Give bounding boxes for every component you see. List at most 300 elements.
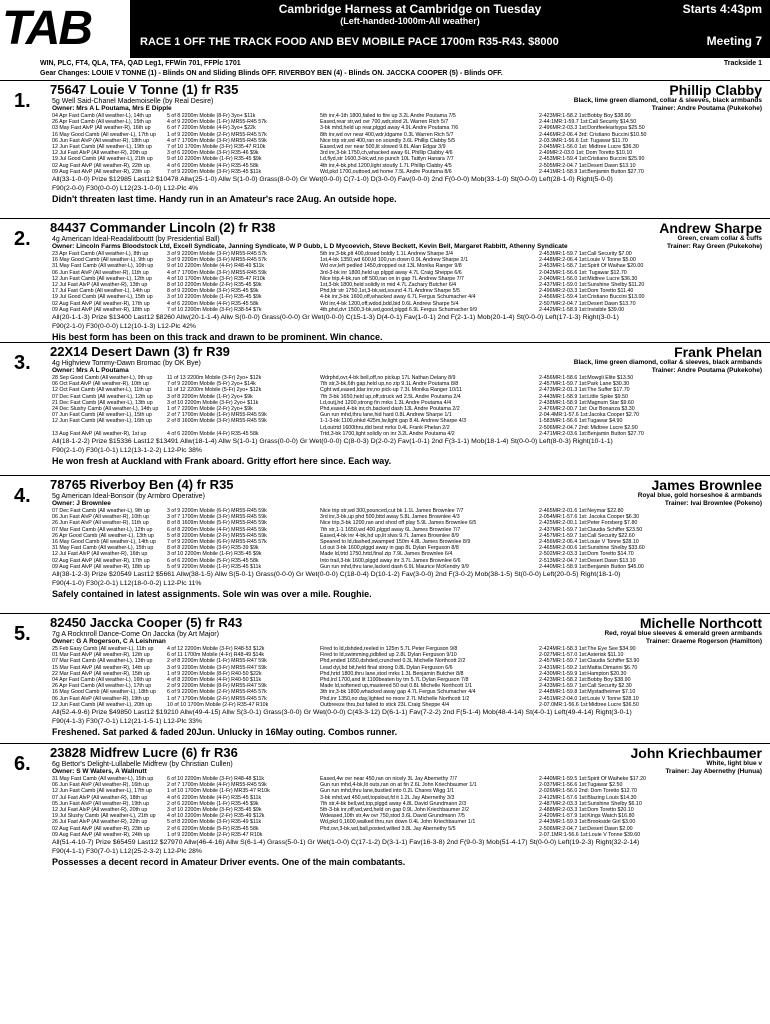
- silks-colours: Green, cream collar & cuffs: [677, 235, 762, 242]
- form-cell: 6 of 10 2200m Mobile (3-Fr) R48-48 $11k: [167, 776, 265, 782]
- form-cell: 2-453MR:1-59.7 1st:Call Security $7.00: [539, 251, 632, 257]
- form-cell: 2-457MR:1-59.7 1st:Claudia Schiffer $3.90: [539, 658, 640, 665]
- driver-name: Phillip Clabby: [669, 82, 762, 98]
- career-stats: [52, 176, 762, 193]
- form-cell: 24 Dec Slushy Camb (All weather-L), 14th up: [52, 405, 159, 412]
- form-cell: 2-443MR:1-58.9 1st:Little Spike $9.50: [539, 393, 628, 400]
- owner: Owner: G A Rogerson, C A Leishman: [52, 638, 166, 645]
- stats-line: All(52-4-9-6) Prize $49850 Last12 $19210 Allw(49-4-15) Allw S(3-0-1) Grass(3-0-0) Gr Wet(0-0-0) C(43-3-12) D(6-1-1) Fav(7-2-2) 2nd F(5-1-4) Mob(48-4-14) St(4-0-1) Left(49-4-14) Right(3-0-1): [52, 709, 632, 716]
- form-cell: 31 May Fast Camb (All weather-L), 15th up: [52, 776, 154, 782]
- form-cell: 3 of 10 2200m Mobile (1-Fr) R35-45 $9k: [167, 551, 262, 558]
- runner-separator: [0, 613, 770, 614]
- form-cell: 4 of 6 2200m Mobile (4-Fr) R35-45 $11k: [167, 794, 262, 801]
- silks-colours: Black, lime green diamond, collar & sleeves, black armbands: [573, 359, 762, 366]
- form-cell: 17 Jul Fast Camb (All weather-L), 14th up: [52, 288, 151, 295]
- form-cell: 3-bk mhd,wd 450,wd,topslout,fd it 1.2L Jay Abernethy 3/3: [320, 794, 455, 801]
- form-cell: 3th inr,3-bk 1800,whacked away gap 4.7L Fergus Schumacher 4/4: [320, 689, 476, 696]
- form-cell: 3rd inr,3-bk 1750,ch,whacked away 6L Phillip Clabby 4/6: [320, 150, 453, 157]
- form-cell: 31 May Fast Camb (All weather-L), 15th up: [52, 545, 154, 552]
- form-cell: 06 Oct Fast AlvP (All weather-R), 10th up: [52, 381, 149, 388]
- form-cell: 07 Mar Fast Camb (All weather-L), 12th up: [52, 526, 153, 533]
- trainer: Trainer: Andre Poutama (Pukekohe): [651, 367, 762, 374]
- form-cell: 12 Jul Fast AlvP (All weather-R), 20th up: [52, 150, 148, 157]
- form-cell: 3 of 10 2200m Mobile (3-Fr) R35-45 $9k: [167, 806, 262, 813]
- runner-separator: [0, 743, 770, 744]
- form-cell: 2-453MR:1-59.4 1st:Cristiano Buccini $25.90: [539, 156, 645, 163]
- form-cell: 2-027MR:1-57.0 1st:Asterisk $11.10: [539, 652, 624, 659]
- form-cell: 2-03.9MR:1-56.6 1st: Tugawar $11.70: [539, 137, 628, 144]
- form-cell: 3rd inr,3-bk,up phd 500,bttd away 5.8L James Brownlee 4/3: [320, 514, 460, 521]
- saddlecloth-number: 1.: [14, 90, 31, 112]
- form-cell: 19 Jul Slushy Camb (All weather-L), 21th up: [52, 813, 156, 820]
- form-cell: 1 of 7 1700m Mobile (2-Fr) MR55-R45 57k: [167, 695, 267, 702]
- form-cell: 16 May Good Camb (All weather-L), 18th up: [52, 689, 156, 696]
- form-cell: 2-453MR:1-58.7 1st:Spirit Of Waihae $20.00: [539, 263, 644, 270]
- driver-name: James Brownlee: [651, 477, 762, 493]
- form-cell: Gun run mhd,4-bk,lit outs,ran on at fin 2.6L John Kriechbaumer 1/1: [320, 782, 477, 789]
- form-cell: 6 of 7 2200m Mobile (4-Fr) 3yo+ $22k: [167, 125, 256, 132]
- form-cell: Ld out 3-bk 1600,plggd away in gap 8L Dylan Ferguson 8/8: [320, 545, 459, 552]
- form-cell: Wdeased,10th str,4w ovr 750,stod 3.6L David Grundmann 7/5: [320, 813, 465, 820]
- form-cell: 02 Aug Fast AlvP (All weather-R), 17th up: [52, 557, 150, 564]
- runner-name: 84437 Commander Lincoln (2) fr R38: [50, 220, 276, 235]
- stats-line: F90(4-1-0) F30(2-0-1) L12(18-0-0-2) L12-Plc 11%: [52, 579, 202, 587]
- form-cell: 26 Apr Good Camb (All weather-L), 13th up: [52, 532, 154, 539]
- form-cell: 2-433MR:1-59.7 1st:Call Security $2.30: [539, 683, 632, 690]
- owner: Owner: Mrs A L Poutama, Mrs E Dipple: [52, 105, 172, 112]
- form-cell: 2-042MR:1-56.6 1st: Tugawar $12.70: [539, 269, 627, 276]
- form-cell: 2-448MR:1-59.8 1st:Mystadheimer $7.10: [539, 689, 636, 696]
- form-cell: 23 Apr Fast Camb (All weather-L), 8th up: [52, 251, 149, 257]
- form-cell: Gun run mhd,thru lane,lacked dash 6.9L Maurice McKendry 9/9: [320, 563, 469, 570]
- form-cell: Eased,rear str,wd ovr 700,wdr,stod 2L Warren Rich 5/7: [320, 119, 449, 126]
- silks-colours: Royal blue, gold horseshoe & armbands: [637, 492, 762, 499]
- form-cell: 22 Mar Fast AlvP (All weather-R), 15th up: [52, 670, 150, 677]
- runner-block: [0, 477, 770, 615]
- runner-block: [0, 344, 770, 477]
- form-cell: 12 Jun Fast Camb (All weather-L), 17th up: [52, 788, 152, 795]
- owner: Owner: J Brownlee: [52, 500, 111, 507]
- form-cell: Fired to ld,dshded,reeled in 125m 5.7L Peter Ferguson 9/8: [320, 646, 458, 652]
- tipster-comment: His best form has been on this track and drawn to be prominent. Win chance.: [52, 332, 383, 342]
- form-cell: Ld,flyd,str 1600,3-bk,wd,no punch 10L Taitlyn Hanara 7/7: [320, 156, 454, 163]
- form-row: [52, 169, 762, 175]
- runner-separator: [0, 80, 770, 81]
- form-cell: 1-1-3-bk 1100,ohkd 425m,lw,light gap 8.4L Andrew Sharpe 4/3: [320, 418, 467, 425]
- form-cell: Phd,ovr,3-bk,wd,ball,posted,wilted 3.8L Jay Abernethy 5/5: [320, 825, 456, 832]
- form-cell: 26 Jun Fast AlvP (All weather-R), 11th up: [52, 520, 149, 527]
- form-cell: 2-431MR:1-59.2 1st:Mattia Dimarini $6.70: [539, 664, 638, 671]
- form-cell: 21 Dec Fast Camb (All weather-L), 13th up: [52, 399, 153, 406]
- form-cell: 2 of 8 1600m Mobile (3-Fr) MR55-R45 59k: [167, 418, 267, 425]
- runner-block: [0, 615, 770, 745]
- career-stats: [52, 709, 762, 726]
- form-cell: 1st,4-bk 1350,wd 600,ld 100,run down 0.9L Andrew Sharpe 2/1: [320, 257, 468, 264]
- form-cell: 02 Aug Fast AlvP (All weather-R), 23th up: [52, 825, 150, 832]
- form-cell: 09 Aug Fast AlvP (All weather-R), 18th up: [52, 563, 150, 570]
- form-cell: 2-425MR:2-00.1 1st:Peter Forsberg $7.80: [539, 520, 638, 527]
- form-cell: 11 of 13 2200m Mobile (3-Fr) 2yo+ $12k: [167, 375, 262, 381]
- form-cell: 4 of 10 2200m Mobile (2-Fr) R35-49 $12k: [167, 813, 265, 820]
- form-cell: 2-442MR:1-58.9 1st:Invisible $39.00: [539, 306, 625, 313]
- owner: Owner: Mrs A L Poutama: [52, 367, 129, 374]
- runner-name: 82450 Jaccka Cooper (5) fr R43: [50, 615, 243, 630]
- tab-logo: TAB: [2, 2, 92, 55]
- form-cell: 2-430MR:1-59.9 1st:Hampton $20.30: [539, 670, 627, 677]
- form-cell: 2-448MR:2-06.4 1st:Louie V Tonne $5.00: [539, 257, 636, 264]
- form-cell: 2-026MR:1-56.0 2nd: Dom Toretto $12.70: [539, 788, 637, 795]
- form-cell: Gun run mhd,thru lane,hid hard 0.8L Andrew Sharpe 1/1: [320, 412, 452, 419]
- form-cell: 06 Jun Fast AlvP (All weather-R), 10th up: [52, 514, 150, 521]
- form-cell: 4 of 6 2200m Mobile (4-Fr) R35-45 58k: [167, 430, 259, 437]
- form-cell: 2 of 7 1700m Mobile (1-Fr) MR55-R45 59k: [167, 412, 267, 419]
- form-cell: 2-457MR:1-59.7 1st:Park Lane $30.30: [539, 381, 630, 388]
- form-cell: 4 of 10 1700m Mobile (3-Fr) R35-47 R10k: [167, 275, 266, 282]
- form-cell: Trtd,3-bk 1700,light solidly on inr 3.2L Andre Poutama 4/2: [320, 430, 455, 437]
- form-lines: [52, 508, 762, 570]
- driver-name: Frank Phelan: [674, 344, 762, 360]
- form-cell: 2 of 8 2200m Mobile (1-Fr) MR55-R47 59k: [167, 658, 267, 665]
- form-cell: 2-49MR:2-03.0 1st: Dom Toretto $10.10: [539, 150, 633, 157]
- silks-colours: White, light blue v: [706, 760, 762, 767]
- form-cell: 12 Jun Fast Camb (All weather-L), 19th up: [52, 143, 152, 150]
- form-cell: Wd ovr,left pedled 1450,dropped out 13L Monika Ranger 9/8: [320, 263, 462, 270]
- form-cell: 5th-3-bk inr,off,wd,wrd,held on gap 0.9L John Kriechbaumer 2/2: [320, 806, 469, 813]
- form-lines: [52, 646, 762, 708]
- form-cell: Eased,4-bk inr 4-bk,hd up,lit slws 9.7L James Brownlee 8/9: [320, 532, 459, 539]
- form-cell: 6 of 9 2200m Mobile (2-Fr) MR55-R45 57k: [167, 689, 267, 696]
- form-cell: 4th,phd,dvr 1500,3-bk,wd,good,plggd 6.9L Fergus Schumacher 9/9: [320, 306, 478, 313]
- form-cell: 05 Jun Fast AlvP (All weather-R), 19th up: [52, 800, 150, 807]
- runner-separator: [0, 475, 770, 476]
- form-cell: Made ld,trtd 1750,hrtd,final zip 7.9L James Brownlee 6/4: [320, 551, 453, 558]
- form-cell: 3 of 6 2200m Mobile (3-Fr) R35-46 $9k: [167, 150, 259, 157]
- breeding: 4g American Ideal-Readalitbouttt (by Presidential Ball): [52, 236, 220, 243]
- runner-separator: [0, 342, 770, 343]
- form-cell: 12 Jul Fast AlvP (All weather-R), 13th up: [52, 281, 148, 288]
- form-cell: Outbreeze thru,but failed to stick 23L Craig Sheppe 4/4: [320, 701, 450, 708]
- form-cell: 12 Jul Fast AlvP (All weather-R), 20th up: [52, 806, 148, 813]
- form-cell: 2-045MR:1-56.0 1st: Midtree Lucre $36.30: [539, 143, 639, 150]
- start-time: Starts 4:43pm: [682, 2, 762, 16]
- gear-changes: Gear Changes: LOUIE V TONNE (1) - Blinds ON and Sliding Blinds OFF. RIVERBOY BEN (4) - Blinds ON. JACCKA COOPER (5) - Blinds OFF.: [40, 70, 503, 77]
- tipster-comment: Possesses a decent record in Amateur Driver events. One of the main combatants.: [52, 857, 406, 867]
- form-lines: [52, 251, 762, 313]
- runner-name: 75647 Louie V Tonne (1) fr R35: [50, 82, 239, 97]
- form-cell: 3 of 9 2200m Mobile (3-Fr) MR55-R45 57k: [167, 251, 267, 257]
- form-cell: 2-507MR:2-04.7 1st:Desert Dawn $13.70: [539, 300, 636, 307]
- form-cell: 1 of 10 1700m Mobile (1-Fr) MR35-47 R10k: [167, 788, 270, 795]
- form-cell: 2-423MR:1-58.2 1st:Bobby Boy $38.90: [539, 676, 631, 683]
- form-cell: 8 of 10 2200m Mobile (2-Fr) R35-45 $9k: [167, 281, 262, 288]
- form-cell: 2-446MR:2-06.4 3rd: Cristiano Buccini $10.50: [539, 131, 647, 138]
- form-cell: 2-456MR:1-58.6 1st:Mowgli Elite $13.50: [539, 375, 634, 381]
- form-cell: 7 of 9 2200m Mobile (5-Fr) 2yo+ $14k: [167, 381, 256, 388]
- form-cell: 04 Apr Fast Camb (All weather-L), 16th up: [52, 676, 152, 683]
- trainer: Trainer: Andre Poutama (Pukekohe): [651, 105, 762, 112]
- form-row: [52, 307, 762, 313]
- form-cell: 3 of 9 2200m Mobile (6-Fr) MR55-R45 59k: [167, 508, 267, 514]
- form-cell: 13 Aug Fast AlvP (All weather-R), 1st up: [52, 430, 147, 437]
- form-cell: Phd,eased,4-bk inr,ch,backed dash 13L Andre Poutama 2/2: [320, 405, 460, 412]
- form-cell: 09 Aug Fast AlvP (All weather-R), 24th up: [52, 831, 150, 838]
- form-cell: 16 May Good Camb (All weather-L), 14th up: [52, 538, 156, 545]
- form-cell: Phd,hrtd 1800,thru lane,stod mrks 1.3L Benjamin Butcher 8/8: [320, 670, 464, 677]
- driver-name: Andrew Sharpe: [659, 220, 762, 236]
- stats-line: F90(2-0-0) F30(0-0-0) L12(23-1-0-0) L12-Plc 4%: [52, 184, 199, 192]
- saddlecloth-number: 5.: [14, 623, 31, 645]
- form-cell: 11 of 12 2200m Mobile (5-Fr) 2yo+ $12k: [167, 387, 262, 394]
- saddlecloth-number: 2.: [14, 228, 31, 250]
- form-cell: 2-441MR:1-58.9 1st:Benjamin Button $27.70: [539, 168, 644, 175]
- form-cell: 7th str,3-bk,6th gap,held up,no zip 9.1L Andre Poutama 8/8: [320, 381, 459, 388]
- tipster-comment: Didn't threaten last time. Handy run in an Amateur's race 2Aug. An outside hope.: [52, 194, 397, 204]
- form-cell: 04 Apr Fast Camb (All weather-L), 14th up: [52, 113, 152, 119]
- form-cell: 2-487MR:2-03.3 1st:Sunshine Shelby $6.10: [539, 800, 642, 807]
- trainer: Trainer: Ray Green (Pukekohe): [666, 243, 762, 250]
- stats-line: All(18-1-2-2) Prize $15336 Last12 $13491 Allw(18-1-4) Allw S(1-0-1) Grass(0-0-0) Gr Wet(0-0-0) C(8-0-3) D(2-0-2) Fav(1-0-1) 2nd F(3-1-1) Mob(18-1-4) St(0-0-0) Left(8-0-3) Right(10-1-1): [52, 438, 613, 445]
- form-cell: 2-07.1MR:1-56.6 1st:Louie V Tonne $39.60: [539, 831, 641, 838]
- form-cell: Nice trip,3-bk 1200,ran and shod off play 5.9L James Brownlee 6/5: [320, 520, 477, 527]
- form-cell: 06 Jun Fast AlvP (All weather-R), 16th up: [52, 782, 150, 789]
- form-cell: 2-465MR:2-00.6 1st:Sunshine Shelby $33.60: [539, 545, 645, 552]
- trainer: Trainer: Ivai Brownlee (Pokeno): [664, 500, 762, 507]
- form-cell: Ld,outj,hd 1200,strong fin mrks 1.3L Andre Poutama 4/4: [320, 399, 452, 406]
- form-cell: 8th inr,wd ovr near 400,wdr,ldgame 0.3L Warren Rich 5/7: [320, 131, 454, 138]
- form-cell: 2-443MR:1-59.3 1st:Brookside Girl $3.00: [539, 819, 636, 826]
- form-cell: 2-440MR:1-59.5 1st:Spirit Of Waiheke $17.20: [539, 776, 646, 782]
- trackside-number: Trackside 1: [723, 60, 762, 67]
- form-cell: 12 Oct Fast Camb (All weather-L), 11th up: [52, 387, 152, 394]
- runner-block: [0, 82, 770, 220]
- form-cell: 4th inr,4-bk,phd 1200,light stoutly 1.7L Phillip Clabby 4/5: [320, 162, 452, 169]
- form-cell: 4 of 7 1700m Mobile (3-Fr) MR55-R45 59k: [167, 137, 267, 144]
- form-lines: [52, 375, 762, 437]
- form-cell: Ld,outrtd 1600thru,did best mrks 0.4L Frank Phelan 2/2: [320, 424, 450, 431]
- form-cell: Made ld,softened up,mastered 50 out 0.8L Michelle Northcott 1/1: [320, 683, 473, 690]
- form-cell: 10 of 10 1700m Mobile (2-Fr) R35-47 R10k: [167, 701, 269, 708]
- form-cell: 09 Aug Fast AlvP (All weather-R), 23th up: [52, 168, 150, 175]
- form-cell: 2-505MR:2-04.7 1st:Desert Dawn $13.10: [539, 162, 636, 169]
- form-cell: 8 of 8 1609m Mobile (5-Fr) MR55-R45 59k: [167, 520, 267, 527]
- form-cell: 5th inr,3-bk,plt 400,dosed boldly 1.1L Andrew Sharpe 3/4: [320, 251, 453, 257]
- stats-line: All(33-1-0-0) Prize $12985 Last12 $10478 Allw(25-1-0) Allw S(1-0-0) Grass(8-0-0) Gr Wet(0-0-0) C(7-1-0) D(3-0-0) Fav(0-0-0) 2nd F(0-0-0) Mob(33-1-0) St(0-0-0) Left(28-1-0) Right(5-0-0): [52, 176, 613, 183]
- form-cell: 3 of 7 1700m Mobile (3-Fr) MR55-R45 59k: [167, 514, 267, 521]
- form-lines: [52, 776, 762, 838]
- form-cell: 4-bk inr,3-bk 1600,off,whacked away 6.7L Fergus Schumacher 4/4: [320, 294, 476, 301]
- career-stats: [52, 839, 762, 856]
- form-cell: 28 Sep Good Camb (All weather-L), 9th up: [52, 375, 153, 381]
- form-cell: 9 of 10 2200m Mobile (1-Fr) R35-45 $9k: [167, 156, 262, 163]
- tipster-comment: Safely contained in latest assignments. Sole win was over a mile. Roughie.: [52, 589, 372, 599]
- form-cell: 2-476MR:2-00.7 1st: Our Bonanza $3.30: [539, 405, 635, 412]
- form-cell: 12 Jun Fast Camb (All weather-L), 16th up: [52, 418, 152, 425]
- form-cell: 2-496MR:2-03.3 1st:Dontfeelearlsypa $25.50: [539, 125, 645, 132]
- form-cell: 9 of 10 2200m Mobile (4-Fr) R48-49 $11k: [167, 263, 265, 270]
- form-cell: 2-506MR:2-04.7 1st:Desert Dawn $2.00: [539, 825, 633, 832]
- form-cell: 2-465MR:2-01.6 1st:Neymar $22.80: [539, 508, 624, 514]
- form-cell: 2-473MR:2-01.3 1st:The Suffer $17.70: [539, 387, 630, 394]
- form-lines: [52, 113, 762, 175]
- form-cell: 2-424MR:1-58.3 1st:The Eye See $34.90: [539, 646, 636, 652]
- form-cell: Speared to ld,dashed,swamped 150m 4.8L James Brownlee 8/9: [320, 538, 471, 545]
- form-cell: 2-438MR:1-58.9 1st:Magnum Star $9.60: [539, 399, 634, 406]
- form-cell: 2 of 7 1700m Mobile (4-Fr) MR55-R45 59k: [167, 782, 267, 789]
- form-cell: Lead dyi,bd bit,held final strong 0.8L Dylan Ferguson 6/6: [320, 664, 453, 671]
- form-cell: 06 Jun Fast AlvP (All weather-R), 19th up: [52, 695, 150, 702]
- form-cell: 1 of 7 2200m Mobile (2-Fr) 2yo+ $9k: [167, 405, 253, 412]
- form-cell: 2-456MR:1-59.4 1st:Cristiano Buccini $13.00: [539, 294, 645, 301]
- form-cell: 07 Jun Fast Camb (All weather-L), 15th up: [52, 412, 152, 419]
- form-cell: 31 May Fast Camb (All weather-L), 10th up: [52, 263, 154, 270]
- stats-line: All(20-1-1-3) Prize $13400 Last12 $8260 Allw(20-1-1-4) Allw S(0-0-0) Grass(0-0-0) Gr Wet(0-0-0) C(15-1-3) D(4-0-1) Fav(1-0-1) 2nd F(2-1-1) Mob(20-1-4) St(0-0-0) Left(17-1-3) Right(3-0-1): [52, 314, 619, 321]
- form-cell: 4 of 12 2200m Mobile (3-Fr) R48-53 $12k: [167, 646, 265, 652]
- form-row: [52, 564, 762, 570]
- race-header: [130, 0, 770, 58]
- form-cell: 4 of 8 2200m Mobile (4-Fr) R40-50 $11k: [167, 676, 262, 683]
- breeding: 5g Well Said-Chanel Mademoiselle (by Real Desire): [52, 98, 214, 105]
- owner: Owner: Lincoln Farms Bloodstock Ltd, Excell Syndicate, Janning Syndicate, W P Gubb, L D Mycoevich, Steve Beckett, Kevin Bell, Margaret Rabbitt, Athenny Syndicate: [52, 243, 568, 250]
- form-cell: 26 Jul Fast AlvP (All weather-R), 22th up: [52, 819, 148, 826]
- form-cell: Wd inr,4-bk 1200,off,wdod,bdd,bid 0.6L Andrew Sharpe 5/4: [320, 300, 459, 307]
- runner-block: [0, 745, 770, 885]
- saddlecloth-number: 3.: [14, 352, 31, 374]
- form-cell: 2-506MR:2-04.7 2nd: Midtree Lucre $2.90: [539, 424, 638, 431]
- form-cell: 3rd-3-bk inr 1800,held up plggd away 4.7L Craig Sheppe 6/6: [320, 269, 462, 276]
- runner-name: 23828 Midfrew Lucre (6) fr R36: [50, 745, 238, 760]
- form-cell: 4 of 7 1700m Mobile (3-Fr) MR55-R45 59k: [167, 269, 267, 276]
- stats-line: F90(4-1-3) F30(7-0-1) L12(21-1-5-1) L12-Plc 33%: [52, 717, 202, 725]
- form-cell: 4 of 6 2200m Mobile (4-Fr) R35-45 58k: [167, 300, 259, 307]
- form-cell: 2 of 6 2200m Mobile (5-Fr) R35-45 58k: [167, 825, 259, 832]
- runner-block: [0, 220, 770, 344]
- form-cell: 7 of 10 2200m Mobile (3-Fr) R38-54 $7k: [167, 306, 262, 313]
- owner: Owner: S W Waters, A Wallnutt: [52, 768, 147, 775]
- form-cell: 2-412MR:1-57.6 1st:Blazing Louis $14.30: [539, 794, 637, 801]
- form-cell: 3 of 10 2200m Mobile (1-Fr) R35-45 $9k: [167, 294, 262, 301]
- form-cell: 7 of 10 1700m Mobile (3-Fr) R35-47 R10k: [167, 143, 266, 150]
- saddlecloth-number: 6.: [14, 753, 31, 775]
- form-cell: 2-423MR:1-58.2 1st:Bobby Boy $38.90: [539, 113, 631, 119]
- form-cell: 16 May Good Camb (All weather-L), 9th up: [52, 257, 153, 264]
- form-cell: Wd,pkd 0,1600,walked thru,run down 0.4L John Kriechbaumer 1/1: [320, 819, 476, 826]
- form-cell: 2-437MR:1-59.7 1st:Claudia Schiffer $23.50: [539, 526, 643, 533]
- form-cell: 02 Aug Fast AlvP (All weather-R), 22th up: [52, 162, 150, 169]
- form-cell: 8 of 8 2200m Mobile (3-Fr) R35-39 $9k: [167, 545, 259, 552]
- form-cell: 2-44:1MR:1-59.7 1st:Call Security $14.50: [539, 119, 637, 126]
- stats-line: All(51-4-10-7) Prize $65459 Last12 $27970 Allw(46-4-16) Allw S(6-1-4) Grass(5-0-1) Gr Wet(1-0-0) C(17-1-2) D(3-1-1) Fav(16-3-8) 2nd F(9-0-3) Mob(51-4-17) St(0-0-0) Left(19-2-3) Right(32-2-14): [52, 839, 640, 846]
- form-cell: 6 of 6 2200m Mobile (5-Fr) R35-45 58k: [167, 557, 259, 564]
- stats-line: All(38-1-2-3) Prize $20549 Last12 $5661 Allw(38-1-5) Allw S(5-0-1) Grass(0-0-0) Gr Wet(0-0-0) C(18-0-4) D(10-1-2) Fav(3-0-0) 2nd F(3-0-2) Mob(38-1-5) St(0-0-0) Left(20-0-5) Right(18-1-0): [52, 571, 621, 578]
- track-conditions: (Left-handed-1000m-All weather): [340, 16, 480, 26]
- stats-line: F90(2-1-0) F30(0-0-0) L12(10-1-3) L12-Plc 42%: [52, 322, 196, 330]
- form-cell: Phd,ldr str 1750,1st,3-bk,wd,sound 4.7L Andrew Sharpe 5/5: [320, 288, 460, 295]
- form-cell: 07 Dec Fast Camb (All weather-L), 9th up: [52, 508, 150, 514]
- form-cell: 2-471MR:2-03.6 1st:Benjamin Button $27.70: [539, 430, 644, 437]
- form-cell: 2-451MR:2-04.0 1st:Louie V Tonne $28.10: [539, 695, 639, 702]
- form-cell: 02 Aug Fast AlvP (All weather-R), 17th up: [52, 300, 150, 307]
- form-cell: 7 of 9 2200m Mobile (3-Fr) R35-45 $11k: [167, 168, 262, 175]
- form-cell: Wd,pkd 1700,outtoed,wd home 7.5L Andre Poutama 8/6: [320, 168, 452, 175]
- form-cell: 2-456MR:2-06.4 1st:Louie V Tonne $28.10: [539, 538, 639, 545]
- form-cell: 25 Feb Easy Camb (All weather-L), 11th up: [52, 646, 154, 652]
- form-cell: 06 Jun Fast AlvP (All weather-R), 18th up: [52, 137, 150, 144]
- form-cell: 07 Jul Fast AlvP (All weather-R), 18th up: [52, 794, 148, 801]
- form-cell: Wdrphd,ovr,4-bk bell,off,no pickup 17L Nathan Delany 8/9: [320, 375, 456, 381]
- form-cell: Fired to ld,swimming,pdblied up 2.8L Dylan Ferguson 9/10: [320, 652, 457, 659]
- form-cell: 16 May Good Camb (All weather-L), 17th up: [52, 131, 156, 138]
- form-cell: 5 of 8 2200m Mobile (2-Fr) MR55-R45 59k: [167, 532, 267, 539]
- form-cell: 7th str,1-1 1650,wd 400,plggd away 6L James Brownlee 7/7: [320, 526, 461, 533]
- form-cell: 7th 3-bk 1650,held up,off,struck wd 2.5L Andre Poutama 2/4: [320, 393, 461, 400]
- silks-colours: Black, lime green diamond, collar & sleeves, black armbands: [573, 97, 762, 104]
- form-row: [52, 702, 762, 708]
- form-cell: 2-496MR:2-03.3 1st:Dom Toretto $11.40: [539, 288, 634, 295]
- stats-line: F90(2-1-0) F30(1-0-1) L12(13-1-2-2) L12-Plc 38%: [52, 446, 202, 454]
- form-cell: 19 Jul Good Camb (All weather-L), 21th up: [52, 156, 153, 163]
- form-cell: 2-513MR:2-04.7 1st:Desert Dawn $13.10: [539, 557, 636, 564]
- form-cell: 09 Aug Fast AlvP (All weather-R), 18th up: [52, 306, 150, 313]
- form-cell: 1 of 9 2200m Mobile (8-Fr) R40-50 $22k: [167, 670, 262, 677]
- form-cell: 2-04.4MR:1-57.6 1st:Jacoka Cooper $2.70: [539, 412, 640, 419]
- trainer: Trainer: Graeme Rogerson (Hamilton): [646, 638, 762, 645]
- runner-name: 22X14 Desert Dawn (3) fr R39: [50, 344, 230, 359]
- form-cell: 4 of 6 2200m Mobile (4-Fr) R35-45 58k: [167, 162, 259, 169]
- stats-line: F90(4-1-1) F30(7-0-1) L12(25-2-3-2) L12-Plc 28%: [52, 847, 202, 855]
- form-cell: 5 of 9 2200m Mobile (1-Fr) R35-45 $11k: [167, 563, 262, 570]
- trainer: Trainer: Jay Abernethy (Hunua): [665, 768, 762, 775]
- form-cell: 12 Jul Fast AlvP (All weather-R), 16th up: [52, 551, 148, 558]
- form-cell: 2-07.0MR:1-56.6 1st:Midtree Lucre $36.50: [539, 701, 639, 708]
- form-cell: 2-440MR:1-58.9 1st:Benjamin Button $45.00: [539, 563, 644, 570]
- form-cell: 12 Jun Fast Camb (All weather-L), 20th up: [52, 701, 152, 708]
- form-cell: 26 Apr Fast Camb (All weather-L), 17th up: [52, 683, 152, 690]
- form-cell: 7 of 9 2200m Mobile (6-Fr) MR55-R45 57k: [167, 538, 267, 545]
- breeding: 6g Bettor's Delight-Lullabelle Midfrew (by Christian Cullen): [52, 761, 233, 768]
- breeding: 7g A Rocknroll Dance-Come On Jaccka (by Art Major): [52, 631, 219, 638]
- form-cell: 6 of 8 2200m Mobile (4-Fr) MR55-R45 59k: [167, 526, 267, 533]
- bet-types: WIN, PLC, FT4, QLA, TFA, QAD Leg1, FFWin 701, FFPlc 1701: [40, 60, 241, 67]
- form-cell: 19 Jul Good Camb (All weather-L), 15th up: [52, 294, 153, 301]
- career-stats: [52, 571, 762, 588]
- form-cell: 2-040MR:1-56.0 1st:Midtree Lucre $36.30: [539, 275, 638, 282]
- form-cell: 2-037MR:1-56.6 1st:Tugawar $2.50: [539, 782, 623, 789]
- form-cell: 1 of 9 2200m Mobile (2-Fr) MR55-R45 57k: [167, 131, 267, 138]
- form-cell: 6 of 11 1700m Mobile (4-Fr) R48-49 $14k: [167, 652, 265, 659]
- race-title: RACE 1 OFF THE TRACK FOOD AND BEV MOBILE PACE 1700m R35-R43. $8000: [140, 36, 559, 48]
- form-cell: 2 of 6 2200m Mobile (1-Fr) R35-45 $9k: [167, 800, 259, 807]
- form-cell: 2-437MR:1-59.0 1st:Sunshine Shelby $11.20: [539, 281, 645, 288]
- form-cell: 07 Dec Fast Camb (All weather-L), 12th up: [52, 393, 153, 400]
- form-cell: 3 of 8 2200m Mobile (1-Fr) 2yo+ $9k: [167, 393, 253, 400]
- form-cell: 07 Mar Fast Camb (All weather-L), 13th up: [52, 658, 153, 665]
- form-cell: 8 of 9 2200m Mobile (3-Fr) R35-45 $9k: [167, 288, 259, 295]
- form-cell: 7th str,4-bk bell,wd,top,plggd away 4.8L David Grundmann 2/3: [320, 800, 467, 807]
- form-cell: 5 of 8 2200m Mobile (3-Fr) R35-49 $11k: [167, 819, 262, 826]
- meeting-number: Meeting 7: [706, 34, 762, 48]
- form-cell: 06 Jun Fast AlvP (All weather-R), 11th up: [52, 269, 149, 276]
- form-cell: 2-054MR:1-57.6 1st: Jacoka Cooper $6.30: [539, 514, 640, 521]
- form-cell: Into trail,3-bk 1600,plggd away inr 3.7L James Brownlee 6/6: [320, 557, 461, 564]
- form-cell: Nice trip str,wd 400,ran on soundly 3.6L Phillip Clabby 5/5: [320, 137, 456, 144]
- form-cell: 15 Mar Fast AlvP (All weather-R), 14th up: [52, 664, 150, 671]
- form-row: [52, 431, 762, 437]
- form-cell: Eased,4w ovr near 450,ran on nicely 3L Jay Abernethy 7/7: [320, 776, 458, 782]
- form-cell: 26 Apr Fast Camb (All weather-L), 15th up: [52, 119, 152, 126]
- form-cell: 3-bk mhd,held up rear,plggd away 4.9L Andre Poutama 7/6: [320, 125, 459, 132]
- driver-name: John Kriechbaumer: [630, 745, 762, 761]
- form-cell: 5 of 8 2200m Mobile (8-Fr) 3yo+ $11k: [167, 113, 256, 119]
